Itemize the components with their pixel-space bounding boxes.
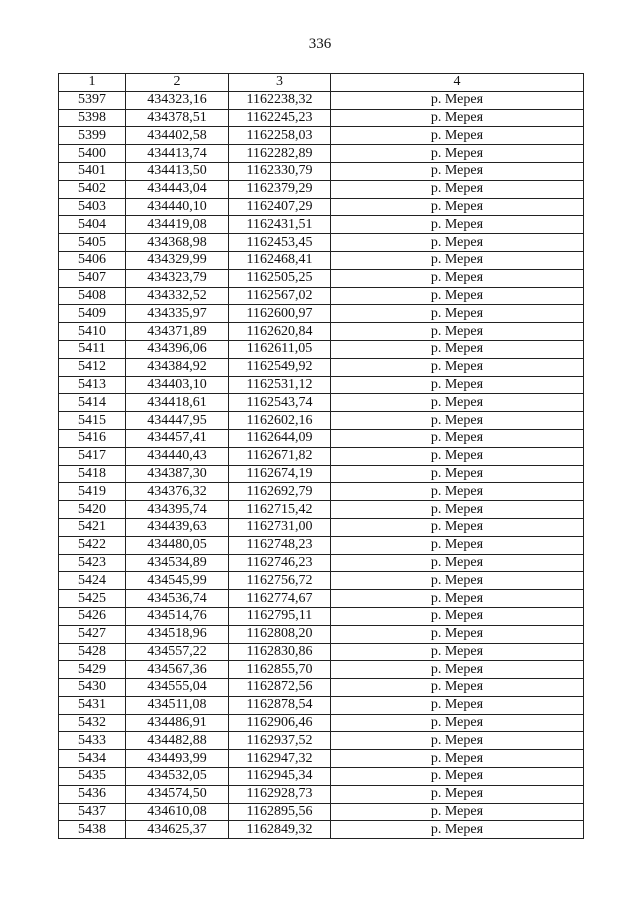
point-number-cell: 5409: [59, 305, 126, 323]
location-cell: р. Мерея: [331, 162, 584, 180]
point-number-cell: 5423: [59, 554, 126, 572]
location-cell: р. Мерея: [331, 109, 584, 127]
y-coordinate-cell: 1162731,00: [229, 518, 331, 536]
x-coordinate-cell: 434545,99: [126, 572, 229, 590]
x-coordinate-cell: 434555,04: [126, 679, 229, 697]
point-number-cell: 5398: [59, 109, 126, 127]
x-coordinate-cell: 434418,61: [126, 394, 229, 412]
table-row: [59, 768, 584, 786]
point-number-cell: 5428: [59, 643, 126, 661]
table-row: [59, 554, 584, 572]
table-row: [59, 590, 584, 608]
table-row: [59, 625, 584, 643]
y-coordinate-cell: 1162245,23: [229, 109, 331, 127]
x-coordinate-cell: 434482,88: [126, 732, 229, 750]
y-coordinate-cell: 1162379,29: [229, 180, 331, 198]
y-coordinate-cell: 1162531,12: [229, 376, 331, 394]
x-coordinate-cell: 434440,10: [126, 198, 229, 216]
location-cell: р. Мерея: [331, 750, 584, 768]
x-coordinate-cell: 434323,16: [126, 91, 229, 109]
x-coordinate-cell: 434413,74: [126, 145, 229, 163]
point-number-cell: 5408: [59, 287, 126, 305]
location-cell: р. Мерея: [331, 696, 584, 714]
table-row: [59, 465, 584, 483]
x-coordinate-cell: 434332,52: [126, 287, 229, 305]
table-row: [59, 287, 584, 305]
table-row: [59, 785, 584, 803]
table-row: [59, 251, 584, 269]
y-coordinate-cell: 1162692,79: [229, 483, 331, 501]
point-number-cell: 5433: [59, 732, 126, 750]
table-row: [59, 145, 584, 163]
column-header-1: 1: [59, 74, 126, 92]
point-number-cell: 5422: [59, 536, 126, 554]
table-row: [59, 501, 584, 519]
table-row: [59, 162, 584, 180]
y-coordinate-cell: 1162774,67: [229, 590, 331, 608]
location-cell: р. Мерея: [331, 145, 584, 163]
point-number-cell: 5418: [59, 465, 126, 483]
column-header-3: 3: [229, 74, 331, 92]
y-coordinate-cell: 1162756,72: [229, 572, 331, 590]
x-coordinate-cell: 434329,99: [126, 251, 229, 269]
y-coordinate-cell: 1162937,52: [229, 732, 331, 750]
location-cell: р. Мерея: [331, 661, 584, 679]
location-cell: р. Мерея: [331, 429, 584, 447]
location-cell: р. Мерея: [331, 714, 584, 732]
table-row: [59, 340, 584, 358]
location-cell: р. Мерея: [331, 376, 584, 394]
x-coordinate-cell: 434413,50: [126, 162, 229, 180]
location-cell: р. Мерея: [331, 180, 584, 198]
y-coordinate-cell: 1162644,09: [229, 429, 331, 447]
y-coordinate-cell: 1162830,86: [229, 643, 331, 661]
y-coordinate-cell: 1162549,92: [229, 358, 331, 376]
location-cell: р. Мерея: [331, 323, 584, 341]
point-number-cell: 5426: [59, 607, 126, 625]
point-number-cell: 5416: [59, 429, 126, 447]
y-coordinate-cell: 1162330,79: [229, 162, 331, 180]
y-coordinate-cell: 1162849,32: [229, 821, 331, 839]
y-coordinate-cell: 1162543,74: [229, 394, 331, 412]
x-coordinate-cell: 434387,30: [126, 465, 229, 483]
point-number-cell: 5410: [59, 323, 126, 341]
y-coordinate-cell: 1162906,46: [229, 714, 331, 732]
table-row: [59, 412, 584, 430]
x-coordinate-cell: 434625,37: [126, 821, 229, 839]
location-cell: р. Мерея: [331, 536, 584, 554]
location-cell: р. Мерея: [331, 287, 584, 305]
point-number-cell: 5424: [59, 572, 126, 590]
table-row: [59, 518, 584, 536]
x-coordinate-cell: 434574,50: [126, 785, 229, 803]
table-row: [59, 91, 584, 109]
point-number-cell: 5436: [59, 785, 126, 803]
location-cell: р. Мерея: [331, 821, 584, 839]
y-coordinate-cell: 1162674,19: [229, 465, 331, 483]
location-cell: р. Мерея: [331, 234, 584, 252]
location-cell: р. Мерея: [331, 198, 584, 216]
y-coordinate-cell: 1162600,97: [229, 305, 331, 323]
x-coordinate-cell: 434419,08: [126, 216, 229, 234]
x-coordinate-cell: 434439,63: [126, 518, 229, 536]
location-cell: р. Мерея: [331, 447, 584, 465]
y-coordinate-cell: 1162620,84: [229, 323, 331, 341]
location-cell: р. Мерея: [331, 679, 584, 697]
table-row: [59, 109, 584, 127]
table-row: [59, 216, 584, 234]
x-coordinate-cell: 434493,99: [126, 750, 229, 768]
point-number-cell: 5405: [59, 234, 126, 252]
point-number-cell: 5429: [59, 661, 126, 679]
table-row: [59, 429, 584, 447]
x-coordinate-cell: 434443,04: [126, 180, 229, 198]
point-number-cell: 5437: [59, 803, 126, 821]
point-number-cell: 5404: [59, 216, 126, 234]
point-number-cell: 5420: [59, 501, 126, 519]
point-number-cell: 5432: [59, 714, 126, 732]
y-coordinate-cell: 1162407,29: [229, 198, 331, 216]
y-coordinate-cell: 1162715,42: [229, 501, 331, 519]
table-row: [59, 483, 584, 501]
location-cell: р. Мерея: [331, 785, 584, 803]
column-header-2: 2: [126, 74, 229, 92]
table-row: [59, 679, 584, 697]
table-row: [59, 127, 584, 145]
x-coordinate-cell: 434557,22: [126, 643, 229, 661]
table-row: [59, 607, 584, 625]
location-cell: р. Мерея: [331, 803, 584, 821]
point-number-cell: 5430: [59, 679, 126, 697]
location-cell: р. Мерея: [331, 732, 584, 750]
x-coordinate-cell: 434395,74: [126, 501, 229, 519]
y-coordinate-cell: 1162878,54: [229, 696, 331, 714]
page-number: 336: [308, 36, 332, 52]
table-row: [59, 180, 584, 198]
location-cell: р. Мерея: [331, 590, 584, 608]
table-row: [59, 696, 584, 714]
x-coordinate-cell: 434536,74: [126, 590, 229, 608]
y-coordinate-cell: 1162468,41: [229, 251, 331, 269]
point-number-cell: 5412: [59, 358, 126, 376]
point-number-cell: 5402: [59, 180, 126, 198]
point-number-cell: 5400: [59, 145, 126, 163]
x-coordinate-cell: 434514,76: [126, 607, 229, 625]
x-coordinate-cell: 434518,96: [126, 625, 229, 643]
y-coordinate-cell: 1162808,20: [229, 625, 331, 643]
point-number-cell: 5399: [59, 127, 126, 145]
x-coordinate-cell: 434376,32: [126, 483, 229, 501]
point-number-cell: 5414: [59, 394, 126, 412]
location-cell: р. Мерея: [331, 216, 584, 234]
y-coordinate-cell: 1162431,51: [229, 216, 331, 234]
x-coordinate-cell: 434610,08: [126, 803, 229, 821]
x-coordinate-cell: 434534,89: [126, 554, 229, 572]
x-coordinate-cell: 434480,05: [126, 536, 229, 554]
x-coordinate-cell: 434323,79: [126, 269, 229, 287]
point-number-cell: 5417: [59, 447, 126, 465]
table-row: [59, 714, 584, 732]
x-coordinate-cell: 434532,05: [126, 768, 229, 786]
location-cell: р. Мерея: [331, 643, 584, 661]
y-coordinate-cell: 1162611,05: [229, 340, 331, 358]
table-row: [59, 536, 584, 554]
x-coordinate-cell: 434511,08: [126, 696, 229, 714]
table-row: [59, 269, 584, 287]
point-number-cell: 5434: [59, 750, 126, 768]
x-coordinate-cell: 434440,43: [126, 447, 229, 465]
location-cell: р. Мерея: [331, 340, 584, 358]
location-cell: р. Мерея: [331, 501, 584, 519]
y-coordinate-cell: 1162928,73: [229, 785, 331, 803]
point-number-cell: 5425: [59, 590, 126, 608]
table-row: [59, 821, 584, 839]
column-header-4: 4: [331, 74, 584, 92]
location-cell: р. Мерея: [331, 412, 584, 430]
x-coordinate-cell: 434368,98: [126, 234, 229, 252]
location-cell: р. Мерея: [331, 465, 584, 483]
location-cell: р. Мерея: [331, 127, 584, 145]
location-cell: р. Мерея: [331, 572, 584, 590]
point-number-cell: 5419: [59, 483, 126, 501]
coordinates-table: [58, 73, 584, 839]
y-coordinate-cell: 1162855,70: [229, 661, 331, 679]
table-row: [59, 305, 584, 323]
x-coordinate-cell: 434402,58: [126, 127, 229, 145]
point-number-cell: 5435: [59, 768, 126, 786]
y-coordinate-cell: 1162258,03: [229, 127, 331, 145]
y-coordinate-cell: 1162895,56: [229, 803, 331, 821]
x-coordinate-cell: 434335,97: [126, 305, 229, 323]
location-cell: р. Мерея: [331, 554, 584, 572]
x-coordinate-cell: 434457,41: [126, 429, 229, 447]
point-number-cell: 5411: [59, 340, 126, 358]
point-number-cell: 5427: [59, 625, 126, 643]
location-cell: р. Мерея: [331, 483, 584, 501]
location-cell: р. Мерея: [331, 768, 584, 786]
point-number-cell: 5413: [59, 376, 126, 394]
point-number-cell: 5431: [59, 696, 126, 714]
point-number-cell: 5407: [59, 269, 126, 287]
x-coordinate-cell: 434371,89: [126, 323, 229, 341]
x-coordinate-cell: 434486,91: [126, 714, 229, 732]
x-coordinate-cell: 434567,36: [126, 661, 229, 679]
point-number-cell: 5397: [59, 91, 126, 109]
y-coordinate-cell: 1162746,23: [229, 554, 331, 572]
point-number-cell: 5415: [59, 412, 126, 430]
table-row: [59, 358, 584, 376]
location-cell: р. Мерея: [331, 625, 584, 643]
table-row: [59, 572, 584, 590]
y-coordinate-cell: 1162282,89: [229, 145, 331, 163]
y-coordinate-cell: 1162872,56: [229, 679, 331, 697]
location-cell: р. Мерея: [331, 269, 584, 287]
table-row: [59, 198, 584, 216]
location-cell: р. Мерея: [331, 518, 584, 536]
y-coordinate-cell: 1162947,32: [229, 750, 331, 768]
x-coordinate-cell: 434403,10: [126, 376, 229, 394]
y-coordinate-cell: 1162748,23: [229, 536, 331, 554]
point-number-cell: 5401: [59, 162, 126, 180]
point-number-cell: 5421: [59, 518, 126, 536]
y-coordinate-cell: 1162795,11: [229, 607, 331, 625]
table-row: [59, 643, 584, 661]
table-row: [59, 661, 584, 679]
location-cell: р. Мерея: [331, 251, 584, 269]
location-cell: р. Мерея: [331, 91, 584, 109]
y-coordinate-cell: 1162602,16: [229, 412, 331, 430]
table-row: [59, 394, 584, 412]
table-header-row: [59, 74, 584, 92]
table-row: [59, 803, 584, 821]
y-coordinate-cell: 1162567,02: [229, 287, 331, 305]
table-row: [59, 732, 584, 750]
table-row: [59, 750, 584, 768]
table-row: [59, 447, 584, 465]
x-coordinate-cell: 434396,06: [126, 340, 229, 358]
x-coordinate-cell: 434384,92: [126, 358, 229, 376]
x-coordinate-cell: 434447,95: [126, 412, 229, 430]
table-row: [59, 234, 584, 252]
location-cell: р. Мерея: [331, 358, 584, 376]
y-coordinate-cell: 1162671,82: [229, 447, 331, 465]
y-coordinate-cell: 1162505,25: [229, 269, 331, 287]
y-coordinate-cell: 1162453,45: [229, 234, 331, 252]
x-coordinate-cell: 434378,51: [126, 109, 229, 127]
point-number-cell: 5403: [59, 198, 126, 216]
location-cell: р. Мерея: [331, 394, 584, 412]
table-body: [59, 91, 584, 838]
location-cell: р. Мерея: [331, 305, 584, 323]
point-number-cell: 5406: [59, 251, 126, 269]
point-number-cell: 5438: [59, 821, 126, 839]
table-row: [59, 376, 584, 394]
y-coordinate-cell: 1162238,32: [229, 91, 331, 109]
table-row: [59, 323, 584, 341]
location-cell: р. Мерея: [331, 607, 584, 625]
y-coordinate-cell: 1162945,34: [229, 768, 331, 786]
